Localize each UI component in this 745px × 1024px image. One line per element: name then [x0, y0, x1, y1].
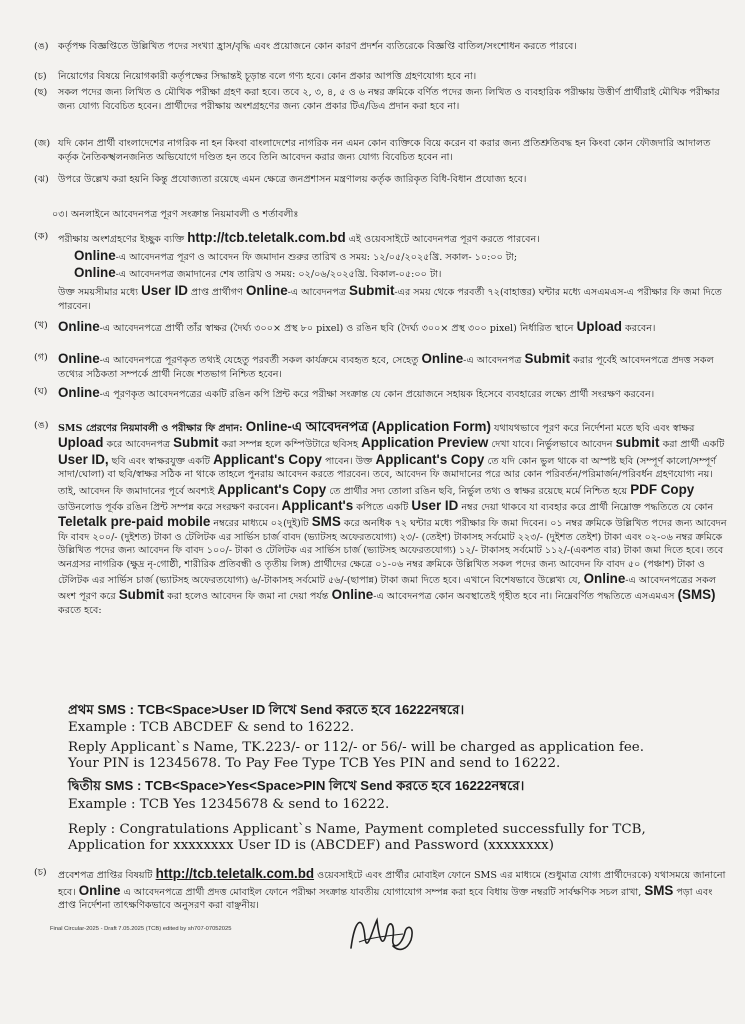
list-item: (ঝ) উপরে উল্লেখ করা হয়নি কিন্তু প্রযোজ্যতা রয়েছে এমন ক্ষেত্রে জনপ্রশাসন মন্ত্রণালয় কর্তৃক জারিকৃত বিধি-বিধান প্রযোজ্য হবে। — [34, 174, 527, 185]
end-date-line: Online-এ আবেদনপত্র জমাদানের শেষ তারিখ ও সময়: ০২/০৬/২০২৫খ্রি. বিকাল-০৫:০০ টা। — [74, 265, 442, 280]
admit-card-item: (চ) প্রবেশপত্র প্রাপ্তির বিষয়টি http://tcb.teletalk.com.bd ওয়েবসাইটে এবং প্রার্থীর মোবাইল ফোনে SMS এর মাধ্যমে (শুধুমাত্র যোগ্য প্রার্থীদেরকে) যথাসময়ে জানানো হবে। Online এ আবেদনপত্রে প্রার্থী প্রদত্ত মোবাইল ফোনে পরীক্ষা সংক্রান্ত যাবতীয় যোগাযোগ সম্পন্ন করা হবে বিধায় উক্ত নম্বরটি সার্বক্ষণিক সচল রাখা, SMS পড়া এবং প্রাপ্ত নির্দেশনা তাৎক্ষণিকভাবে অনুসরণ করা বাঞ্ছনীয়। — [34, 866, 726, 912]
list-item: (ক) পরীক্ষায় অংশগ্রহণের ইচ্ছুক ব্যক্তি http://tcb.teletalk.com.bd এই ওয়েবসাইটে আবেদনপত্র পূরণ করতে পারবেন। — [34, 230, 540, 245]
sms-heading: SMS প্রেরণের নিয়মাবলী ও পরীক্ষার ফি প্রদান: — [58, 423, 243, 434]
footer-note: Final Circular-2025 - Draft 7.05.2025 (TCB) edited by sh707-07052025 — [50, 926, 232, 932]
first-sms-reply: Reply Applicant`s Name, TK.223/- or 112/- or 56/- will be charged as application fee. Your PIN is 12345678. To Pay Fee Type TCB Yes PIN and send to 16222. — [68, 740, 644, 771]
signature-image — [345, 908, 425, 960]
second-sms-example: Example : TCB Yes 12345678 & send to 16222. — [68, 797, 390, 812]
list-item: (ঘ) Online-এ পূরণকৃত আবেদনপত্রের একটি রঙিন কপি প্রিন্ট করে পরীক্ষা সংক্রান্ত যে কোন প্রয়োজনে সহায়ক হিসেবে ব্যবহারের লক্ষ্যে প্রার্থী সংরক্ষণ করবেন। — [34, 385, 655, 400]
list-item: (ছ) সকল পদের জন্য লিখিত ও মৌখিক পরীক্ষা গ্রহণ করা হবে। তবে ২, ৩, ৪, ৫ ও ৬ নম্বর ক্রমিকে বর্ণিত পদের জন্য লিখিত ও ব্যবহারিক পরীক্ষায় উত্তীর্ণ প্রার্থীরাই মৌখিক পরীক্ষার জন্য যোগ্য বিবেচিত হবেন। প্রার্থীদের পরীক্ষায় অংশগ্রহণের জন্য কোন প্রকার টিএ/ডিএ প্রদান করা হবে না। — [34, 87, 720, 112]
list-item: (জ) যদি কোন প্রার্থী বাংলাদেশের নাগরিক না হন কিংবা বাংলাদেশের নাগরিক নন এমন কোন ব্যক্তিকে বিয়ে করেন বা করার জন্য প্রতিশ্রুতিবদ্ধ হন কিংবা কোন ফৌজদারি আদালত কর্তৃক নৈতিকস্খলনজনিত অভিযোগে দণ্ডিত হন তবে তিনি আবেদন করার জন্য যোগ্য বিবেচিত হবেন না। — [34, 138, 711, 163]
second-sms-line: দ্বিতীয় SMS : TCB<Space>Yes<Space>PIN লিখে Send করতে হবে 16222নম্বরে। — [68, 778, 525, 793]
first-sms-line: প্রথম SMS : TCB<Space>User ID লিখে Send করতে হবে 16222নম্বরে। — [68, 702, 465, 717]
list-item: (ঙ) কর্তৃপক্ষ বিজ্ঞপ্তিতে উল্লিখিত পদের সংখ্যা হ্রাস/বৃদ্ধি এবং প্রয়োজনে কোন কারণ প্রদর্শন ব্যতিরেকে বিজ্ঞপ্তি বাতিল/সংশোধন করতে পারবে। — [34, 41, 577, 52]
website-link[interactable]: http://tcb.teletalk.com.bd — [187, 230, 346, 245]
list-item: (গ) Online-এ আবেদনপত্রে পূরণকৃত তথ্যই যেহেতু পরবর্তী সকল কার্যক্রমে ব্যবহৃত হবে, সেহেতু Online-এ আবেদনপত্র Submit করার পূর্বেই আবেদনপত্রে প্রদত্ত সকল তথ্যের সঠিকতা সম্পর্কে প্রার্থী নিজে শতভাগ নিশ্চিত হবেন। — [34, 351, 714, 380]
sms-instructions: (ঙ) SMS প্রেরণের নিয়মাবলী ও পরীক্ষার ফি প্রদান: Online-এ আবেদনপত্র (Application Form) যথাযথভাবে পূরণ করে নির্দেশনা মতে ছবি এবং স্বাক্ষর Upload করে আবেদনপত্র Submit করা সম্পন্ন হলে কম্পিউটারে ছবিসহ Application Preview দেখা যাবে। নির্ভুলভাবে আবেদন submit করা প্রার্থী একটি User ID, ছবি এবং স্বাক্ষরযুক্ত একটি Applicant's Copy পাবেন। উক্ত Applicant's Copy তে যদি কোন ভুল থাকে বা অস্পষ্ট ছবি (সম্পূর্ণ কালো/সম্পূর্ণ সাদা/ঘোলা) বা ছবি/স্বাক্ষর সঠিক না থাকে তাহলে পুনরায় আবেদন করতে পারবেন। তবে, আবেদন ফি জমাদানের পরে আর কোন পরিবর্তন/পরিমার্জন/পরিবর্ধন গ্রহণযোগ্য নয়। তাই, আবেদন ফি জমাদানের পূর্বে অবশ্যই Applicant's Copy তে প্রার্থীর সদ্য তোলা রঙিন ছবি, নির্ভুল তথ্য ও স্বাক্ষর রয়েছে মর্মে নিশ্চিত হয়ে PDF Copy ডাউনলোড পূর্বক রঙিন প্রিন্ট সম্পন্ন করে সংরক্ষণ করবেন। Applicant's কপিতে একটি User ID নম্বর দেয়া থাকবে যা ব্যবহার করে প্রার্থী নিম্নোক্ত পদ্ধতিতে যে কোন Teletalk pre-paid mobile নম্বরের মাধ্যমে ০২(দুই)টি SMS করে অনধিক ৭২ ঘন্টার মধ্যে পরীক্ষার ফি জমা দিবেন। ০১ নম্বর ক্রমিকে উল্লিখিত পদের জন্য আবেদন ফি বাবদ ২০০/- (দুইশত) টাকা ও টেলিটক এর সার্ভিস চার্জ বাবদ (ভ্যাটসহ অফেরতযোগ্য) ২৩/- (তেইশ) টাকাসহ সর্বমোট ২২৩/- (দুইশত তেইশ) টাকা এবং ০২-০৬ নম্বর ক্রমিকে উল্লিখিত পদের জন্য আবেদন ফি বাবদ ১০০/- টাকা ও টেলিটক এর সার্ভিস চার্জ (ভ্যাটসহ অফেরতযোগ্য) ১২/- টাকাসহ সর্বমোট ১১২/-(একশত বার) টাকা জমা দিতে হবে। তবে অনগ্রসর নাগরিক (ক্ষুদ্র নৃ-গোষ্ঠী, শারীরিক প্রতিবন্ধী ও তৃতীয় লিঙ্গ) প্রার্থীদের ক্ষেত্রে ০১-০৬ নম্বর ক্রমিকে উল্লিখিত সকল পদের জন্য আবেদন ফি বাবদ ৫০ (পঞ্চাশ) টাকা ও টেলিটক এর সার্ভিস চার্জ (ভ্যাটসহ অফেরতযোগ্য) ৬/-টাকাসহ সর্বমোট ৫৬/-(ছাপান্ন) টাকা জমা দিতে হবে। এখানে বিশেষভাবে উল্লেখ্য যে, Online-এ আবেদনপত্রের সকল অংশ পূরণ করে Submit করা হলেও আবেদন ফি জমা না দেয়া পর্যন্ত Online-এ আবেদনপত্র কোন অবস্থাতেই গৃহীত হবে না। নিম্নেবর্ণিত পদ্ধতিতে এসএমএস (SMS) করতে হবে: — [34, 419, 727, 616]
list-item: (খ) Online-এ আবেদনপত্রে প্রার্থী তাঁর স্বাক্ষর (দৈর্ঘ্য ৩০০× প্রস্থ ৮০ pixel) ও রঙিন ছবি (দৈর্ঘ্য ৩০০× প্রস্থ ৩০০ pixel) নির্ধারিত স্থানে Upload করবেন। — [34, 319, 656, 334]
website-link[interactable]: http://tcb.teletalk.com.bd — [155, 866, 315, 881]
section-heading: ০৩। অনলাইনে আবেদনপত্র পূরণ সংক্রান্ত নিয়মাবলী ও শর্তাবলীঃ — [52, 209, 299, 220]
start-date-line: Online-এ আবেদনপত্র পূরণ ও আবেদন ফি জমাদান শুরুর তারিখ ও সময়: ১২/০৫/২০২৫খ্রি. সকাল- ১০:০০ টা; — [74, 248, 518, 263]
note-paragraph: উক্ত সময়সীমার মধ্যে User ID প্রাপ্ত প্রার্থীগণ Online-এ আবেদনপত্র Submit-এর সময় থেকে পরবর্তী ৭২(বাহাত্তর) ঘন্টার মধ্যে এসএমএস-এ পরীক্ষার ফি জমা দিতে পারবেন। — [58, 283, 722, 312]
second-sms-reply: Reply : Congratulations Applicant`s Name, Payment completed successfully for TCB, Application for xxxxxxxx User ID is (ABCDEF) and Password (xxxxxxxx) — [68, 822, 646, 853]
first-sms-example: Example : TCB ABCDEF & send to 16222. — [68, 720, 355, 735]
list-item: (চ) নিয়োগের বিষয়ে নিয়োগকারী কর্তৃপক্ষের সিদ্ধান্তই চূড়ান্ত বলে গণ্য হবে। কোন প্রকার আপত্তি গ্রহণযোগ্য হবে না। — [34, 71, 477, 82]
